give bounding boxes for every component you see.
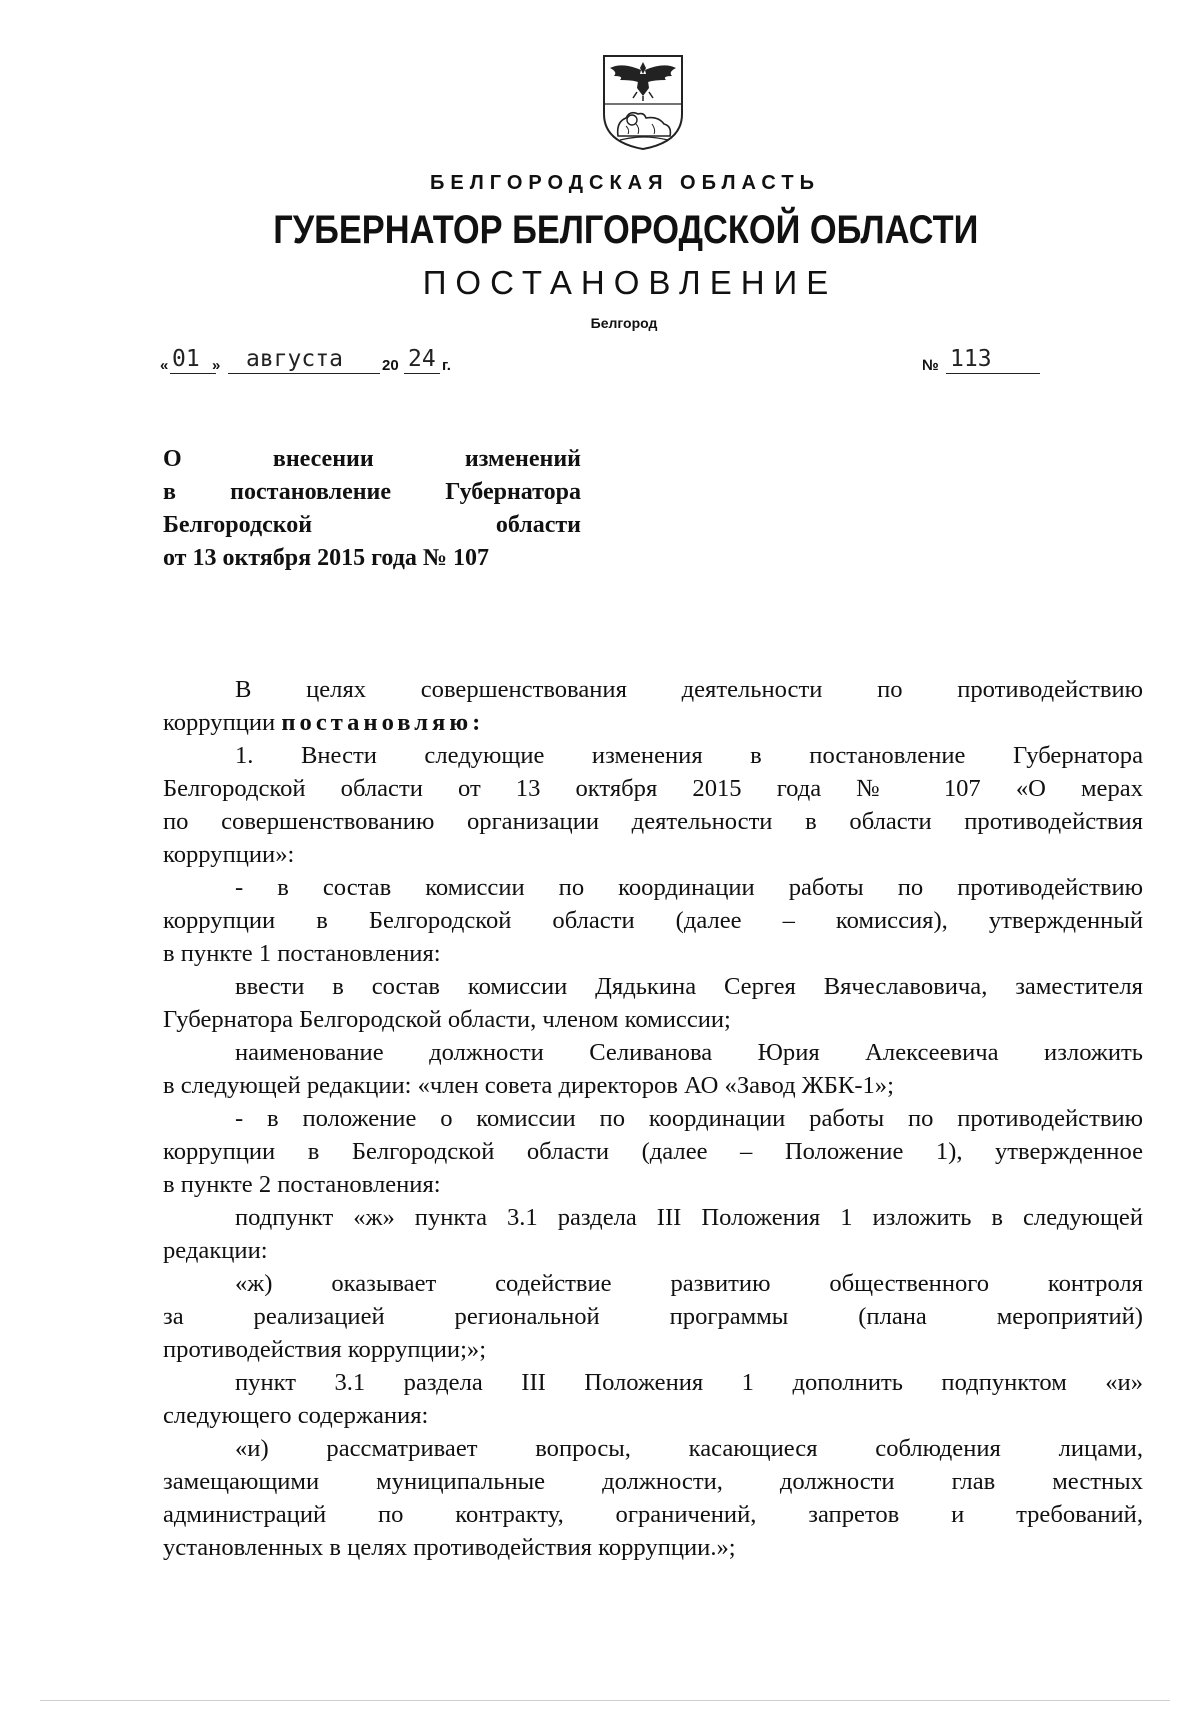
body-line: 1. Внести следующие изменения в постановление Губернатора <box>235 742 1143 769</box>
date-year-suffix: г. <box>442 357 451 374</box>
body-line: «ж) оказывает содействие развитию общественного контроля <box>235 1270 1143 1297</box>
body-line: коррупции»: <box>163 841 295 868</box>
body-line: коррупции в Белгородской области (далее – комиссия), утвержденный <box>163 907 1143 934</box>
body-line: «и) рассматривает вопросы, касающиеся соблюдения лицами, <box>235 1435 1143 1462</box>
body-line: редакции: <box>163 1237 268 1264</box>
document-type: ПОСТАНОВЛЕНИЕ <box>422 264 838 301</box>
date-year: 24 <box>408 346 436 372</box>
body-line: установленных в целях противодействия коррупции.»; <box>163 1534 736 1561</box>
body-line: за реализацией региональной программы (плана мероприятий) <box>163 1303 1143 1330</box>
body-line: следующего содержания: <box>163 1402 429 1429</box>
body-line: противодействия коррупции;»; <box>163 1336 487 1363</box>
body-line: замещающими муниципальные должности, должности глав местных <box>163 1468 1143 1495</box>
body-line: подпункт «ж» пункта 3.1 раздела III Положения 1 изложить в следующей <box>235 1204 1143 1231</box>
body-line: - в состав комиссии по координации работы по противодействию <box>235 874 1143 901</box>
decree-number: 113 <box>950 346 992 372</box>
resolve-word: постановляю: <box>281 709 485 736</box>
title-line: О внесении изменений <box>163 446 581 472</box>
body-line: в пункте 2 постановления: <box>163 1171 441 1198</box>
date-day: 01 <box>172 346 200 372</box>
body-line: администраций по контракту, ограничений, запретов и требований, <box>163 1501 1143 1528</box>
body-line: в следующей редакции: «член совета директоров АО «Завод ЖБК-1»; <box>163 1072 894 1099</box>
region-name: БЕЛГОРОДСКАЯ ОБЛАСТЬ <box>430 172 820 194</box>
body-line: - в положение о комиссии по координации работы по противодействию <box>235 1105 1143 1132</box>
decree-title <box>163 443 581 575</box>
body-line <box>163 706 1143 739</box>
body-line: наименование должности Селиванова Юрия Алексеевича изложить <box>235 1039 1143 1066</box>
title-line: Белгородской области <box>163 512 581 538</box>
decree-body <box>163 673 1143 1564</box>
title-line: от 13 октября 2015 года № 107 <box>163 545 489 571</box>
scan-edge-divider <box>40 1700 1170 1701</box>
number-underline <box>946 373 1040 374</box>
date-number-line <box>160 344 1040 378</box>
title-line: в постановление Губернатора <box>163 479 581 505</box>
month-underline <box>228 373 380 374</box>
date-close-quote: » <box>212 357 221 374</box>
body-line: коррупции в Белгородской области (далее – Положение 1), утвержденное <box>163 1138 1143 1165</box>
date-month: августа <box>246 346 343 372</box>
number-label: № <box>922 357 939 374</box>
body-line-text: коррупции <box>163 709 276 736</box>
body-line: Губернатора Белгородской области, членом комиссии; <box>163 1006 731 1033</box>
issuer-title: ГУБЕРНАТОР БЕЛГОРОДСКОЙ ОБЛАСТИ <box>273 208 979 252</box>
date-century: 20 <box>382 357 399 374</box>
city-name: Белгород <box>590 315 658 331</box>
date-open-quote: « <box>160 357 169 374</box>
body-line: ввести в состав комиссии Дядькина Сергея Вячеславовича, заместителя <box>235 973 1143 1000</box>
day-underline <box>170 373 216 374</box>
body-line: по совершенствованию организации деятельности в области противодействия <box>163 808 1143 835</box>
body-line: в пункте 1 постановления: <box>163 940 441 967</box>
body-line: В целях совершенствования деятельности по противодействию <box>235 676 1143 703</box>
body-line: пункт 3.1 раздела III Положения 1 дополнить подпунктом «и» <box>235 1369 1143 1396</box>
coat-of-arms-icon <box>600 52 686 152</box>
year-underline <box>404 373 440 374</box>
body-line: Белгородской области от 13 октября 2015 года № 107 «О мерах <box>163 775 1143 802</box>
